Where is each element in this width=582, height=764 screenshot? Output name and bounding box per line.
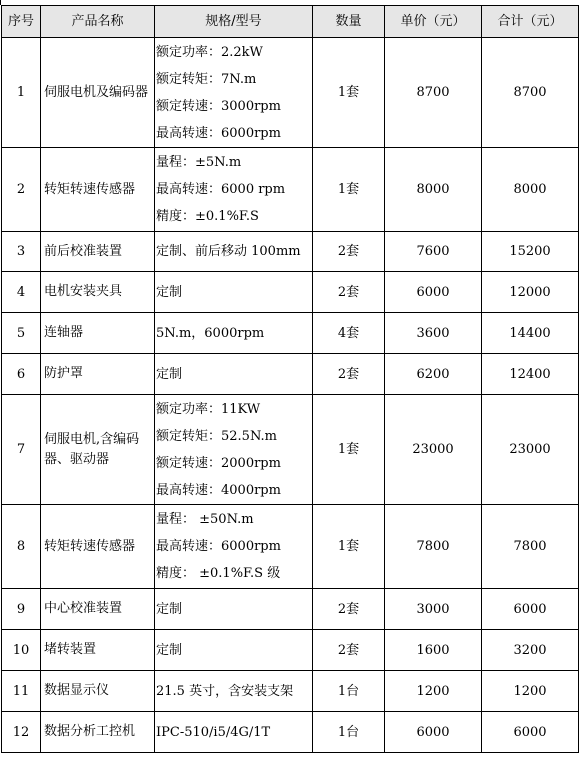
table-body bbox=[2, 38, 579, 753]
row-number: 7 bbox=[2, 395, 41, 505]
spec-cell bbox=[155, 395, 313, 505]
table-row bbox=[2, 354, 579, 395]
quantity: 4套 bbox=[313, 313, 385, 354]
spec-line: 定制、前后移动 100mm bbox=[156, 244, 301, 259]
table-row bbox=[2, 395, 579, 505]
product-name: 转矩转速传感器 bbox=[41, 148, 155, 232]
spec-line: 最高转速：6000rpm bbox=[156, 539, 281, 554]
unit-price: 7800 bbox=[385, 505, 482, 589]
spec-line: 精度：±0.1%F.S bbox=[156, 209, 259, 224]
row-number: 5 bbox=[2, 313, 41, 354]
spec-cell bbox=[155, 313, 313, 354]
product-name: 数据分析工控机 bbox=[41, 712, 155, 753]
row-number: 6 bbox=[2, 354, 41, 395]
quantity: 2套 bbox=[313, 354, 385, 395]
spec-line: 额定转速：3000rpm bbox=[156, 98, 281, 114]
spec-line: 定制 bbox=[156, 642, 183, 658]
spec-line: 额定转速：2000rpm bbox=[156, 455, 281, 471]
table-row bbox=[2, 232, 579, 272]
line-total: 6000 bbox=[482, 712, 579, 753]
quantity: 1套 bbox=[313, 148, 385, 232]
spec-cell bbox=[155, 712, 313, 753]
line-total: 1200 bbox=[482, 671, 579, 712]
header-row bbox=[2, 6, 579, 38]
line-total: 12000 bbox=[482, 272, 579, 313]
unit-price: 6000 bbox=[385, 272, 482, 313]
quantity: 1套 bbox=[313, 505, 385, 589]
spec-line: 量程：±5N.m bbox=[156, 155, 242, 170]
row-number: 8 bbox=[2, 505, 41, 589]
quotation-table bbox=[1, 5, 579, 753]
table-row bbox=[2, 148, 579, 232]
quantity: 1套 bbox=[313, 395, 385, 505]
product-name: 前后校准装置 bbox=[41, 232, 155, 272]
quantity: 2套 bbox=[313, 272, 385, 313]
unit-price: 23000 bbox=[385, 395, 482, 505]
spec-line: 额定转矩：52.5N.m bbox=[156, 428, 277, 444]
product-name: 中心校准装置 bbox=[41, 589, 155, 630]
quantity: 2套 bbox=[313, 232, 385, 272]
header-cell-total: 合计（元） bbox=[482, 6, 579, 38]
table-row bbox=[2, 505, 579, 589]
line-total: 14400 bbox=[482, 313, 579, 354]
spec-line: 定制 bbox=[156, 601, 183, 617]
line-total: 23000 bbox=[482, 395, 579, 505]
spec-line: 额定功率：11KW bbox=[156, 401, 261, 417]
product-name: 伺服电机,含编码器、驱动器 bbox=[41, 395, 155, 505]
unit-price: 1200 bbox=[385, 671, 482, 712]
spec-cell bbox=[155, 148, 313, 232]
spec-line: 额定转矩：7N.m bbox=[156, 71, 257, 87]
table-row bbox=[2, 712, 579, 753]
line-total: 8000 bbox=[482, 148, 579, 232]
line-total: 8700 bbox=[482, 38, 579, 148]
row-number: 4 bbox=[2, 272, 41, 313]
spec-cell bbox=[155, 38, 313, 148]
spec-line: 最高转速：6000rpm bbox=[156, 125, 281, 141]
product-name: 伺服电机及编码器 bbox=[41, 38, 155, 148]
unit-price: 8000 bbox=[385, 148, 482, 232]
spec-line: 量程： ±50N.m bbox=[156, 512, 254, 527]
header-cell-name: 产品名称 bbox=[41, 6, 155, 38]
row-number: 3 bbox=[2, 232, 41, 272]
spec-cell bbox=[155, 354, 313, 395]
unit-price: 6000 bbox=[385, 712, 482, 753]
table-row bbox=[2, 630, 579, 671]
spec-line: 5N.m，6000rpm bbox=[156, 325, 265, 341]
product-name: 电机安装夹具 bbox=[41, 272, 155, 313]
product-name: 数据显示仪 bbox=[41, 671, 155, 712]
row-number: 12 bbox=[2, 712, 41, 753]
spec-cell bbox=[155, 232, 313, 272]
unit-price: 6200 bbox=[385, 354, 482, 395]
product-name: 连轴器 bbox=[41, 313, 155, 354]
unit-price: 1600 bbox=[385, 630, 482, 671]
table-row bbox=[2, 38, 579, 148]
spec-cell bbox=[155, 630, 313, 671]
spec-cell bbox=[155, 589, 313, 630]
row-number: 9 bbox=[2, 589, 41, 630]
spec-line: 最高转速：4000rpm bbox=[156, 482, 281, 498]
row-number: 2 bbox=[2, 148, 41, 232]
header-cell-price: 单价（元） bbox=[385, 6, 482, 38]
line-total: 12400 bbox=[482, 354, 579, 395]
quantity: 1套 bbox=[313, 38, 385, 148]
product-name: 堵转装置 bbox=[41, 630, 155, 671]
header-cell-qty: 数量 bbox=[313, 6, 385, 38]
unit-price: 8700 bbox=[385, 38, 482, 148]
row-number: 11 bbox=[2, 671, 41, 712]
unit-price: 7600 bbox=[385, 232, 482, 272]
spec-line: 最高转速：6000 rpm bbox=[156, 182, 286, 197]
line-total: 15200 bbox=[482, 232, 579, 272]
row-number: 10 bbox=[2, 630, 41, 671]
table-row bbox=[2, 313, 579, 354]
unit-price: 3600 bbox=[385, 313, 482, 354]
row-number: 1 bbox=[2, 38, 41, 148]
table-row bbox=[2, 671, 579, 712]
quantity: 1台 bbox=[313, 712, 385, 753]
spec-cell bbox=[155, 272, 313, 313]
quantity: 2套 bbox=[313, 589, 385, 630]
spec-line: 精度： ±0.1%F.S 级 bbox=[156, 566, 281, 581]
unit-price: 3000 bbox=[385, 589, 482, 630]
header-cell-spec: 规格/型号 bbox=[155, 6, 313, 38]
line-total: 6000 bbox=[482, 589, 579, 630]
product-name: 防护罩 bbox=[41, 354, 155, 395]
table-row bbox=[2, 589, 579, 630]
spec-line: 定制 bbox=[156, 366, 183, 382]
spec-line: 定制 bbox=[156, 284, 183, 300]
quantity: 1台 bbox=[313, 671, 385, 712]
table-row bbox=[2, 272, 579, 313]
product-name: 转矩转速传感器 bbox=[41, 505, 155, 589]
spec-line: 21.5 英寸，含安装支架 bbox=[156, 683, 294, 699]
line-total: 3200 bbox=[482, 630, 579, 671]
header-cell-no: 序号 bbox=[2, 6, 41, 38]
spec-line: 额定功率：2.2kW bbox=[156, 44, 263, 60]
spec-cell bbox=[155, 505, 313, 589]
spec-line: IPC-510/i5/4G/1T bbox=[156, 724, 271, 740]
line-total: 7800 bbox=[482, 505, 579, 589]
quantity: 2套 bbox=[313, 630, 385, 671]
spec-cell bbox=[155, 671, 313, 712]
